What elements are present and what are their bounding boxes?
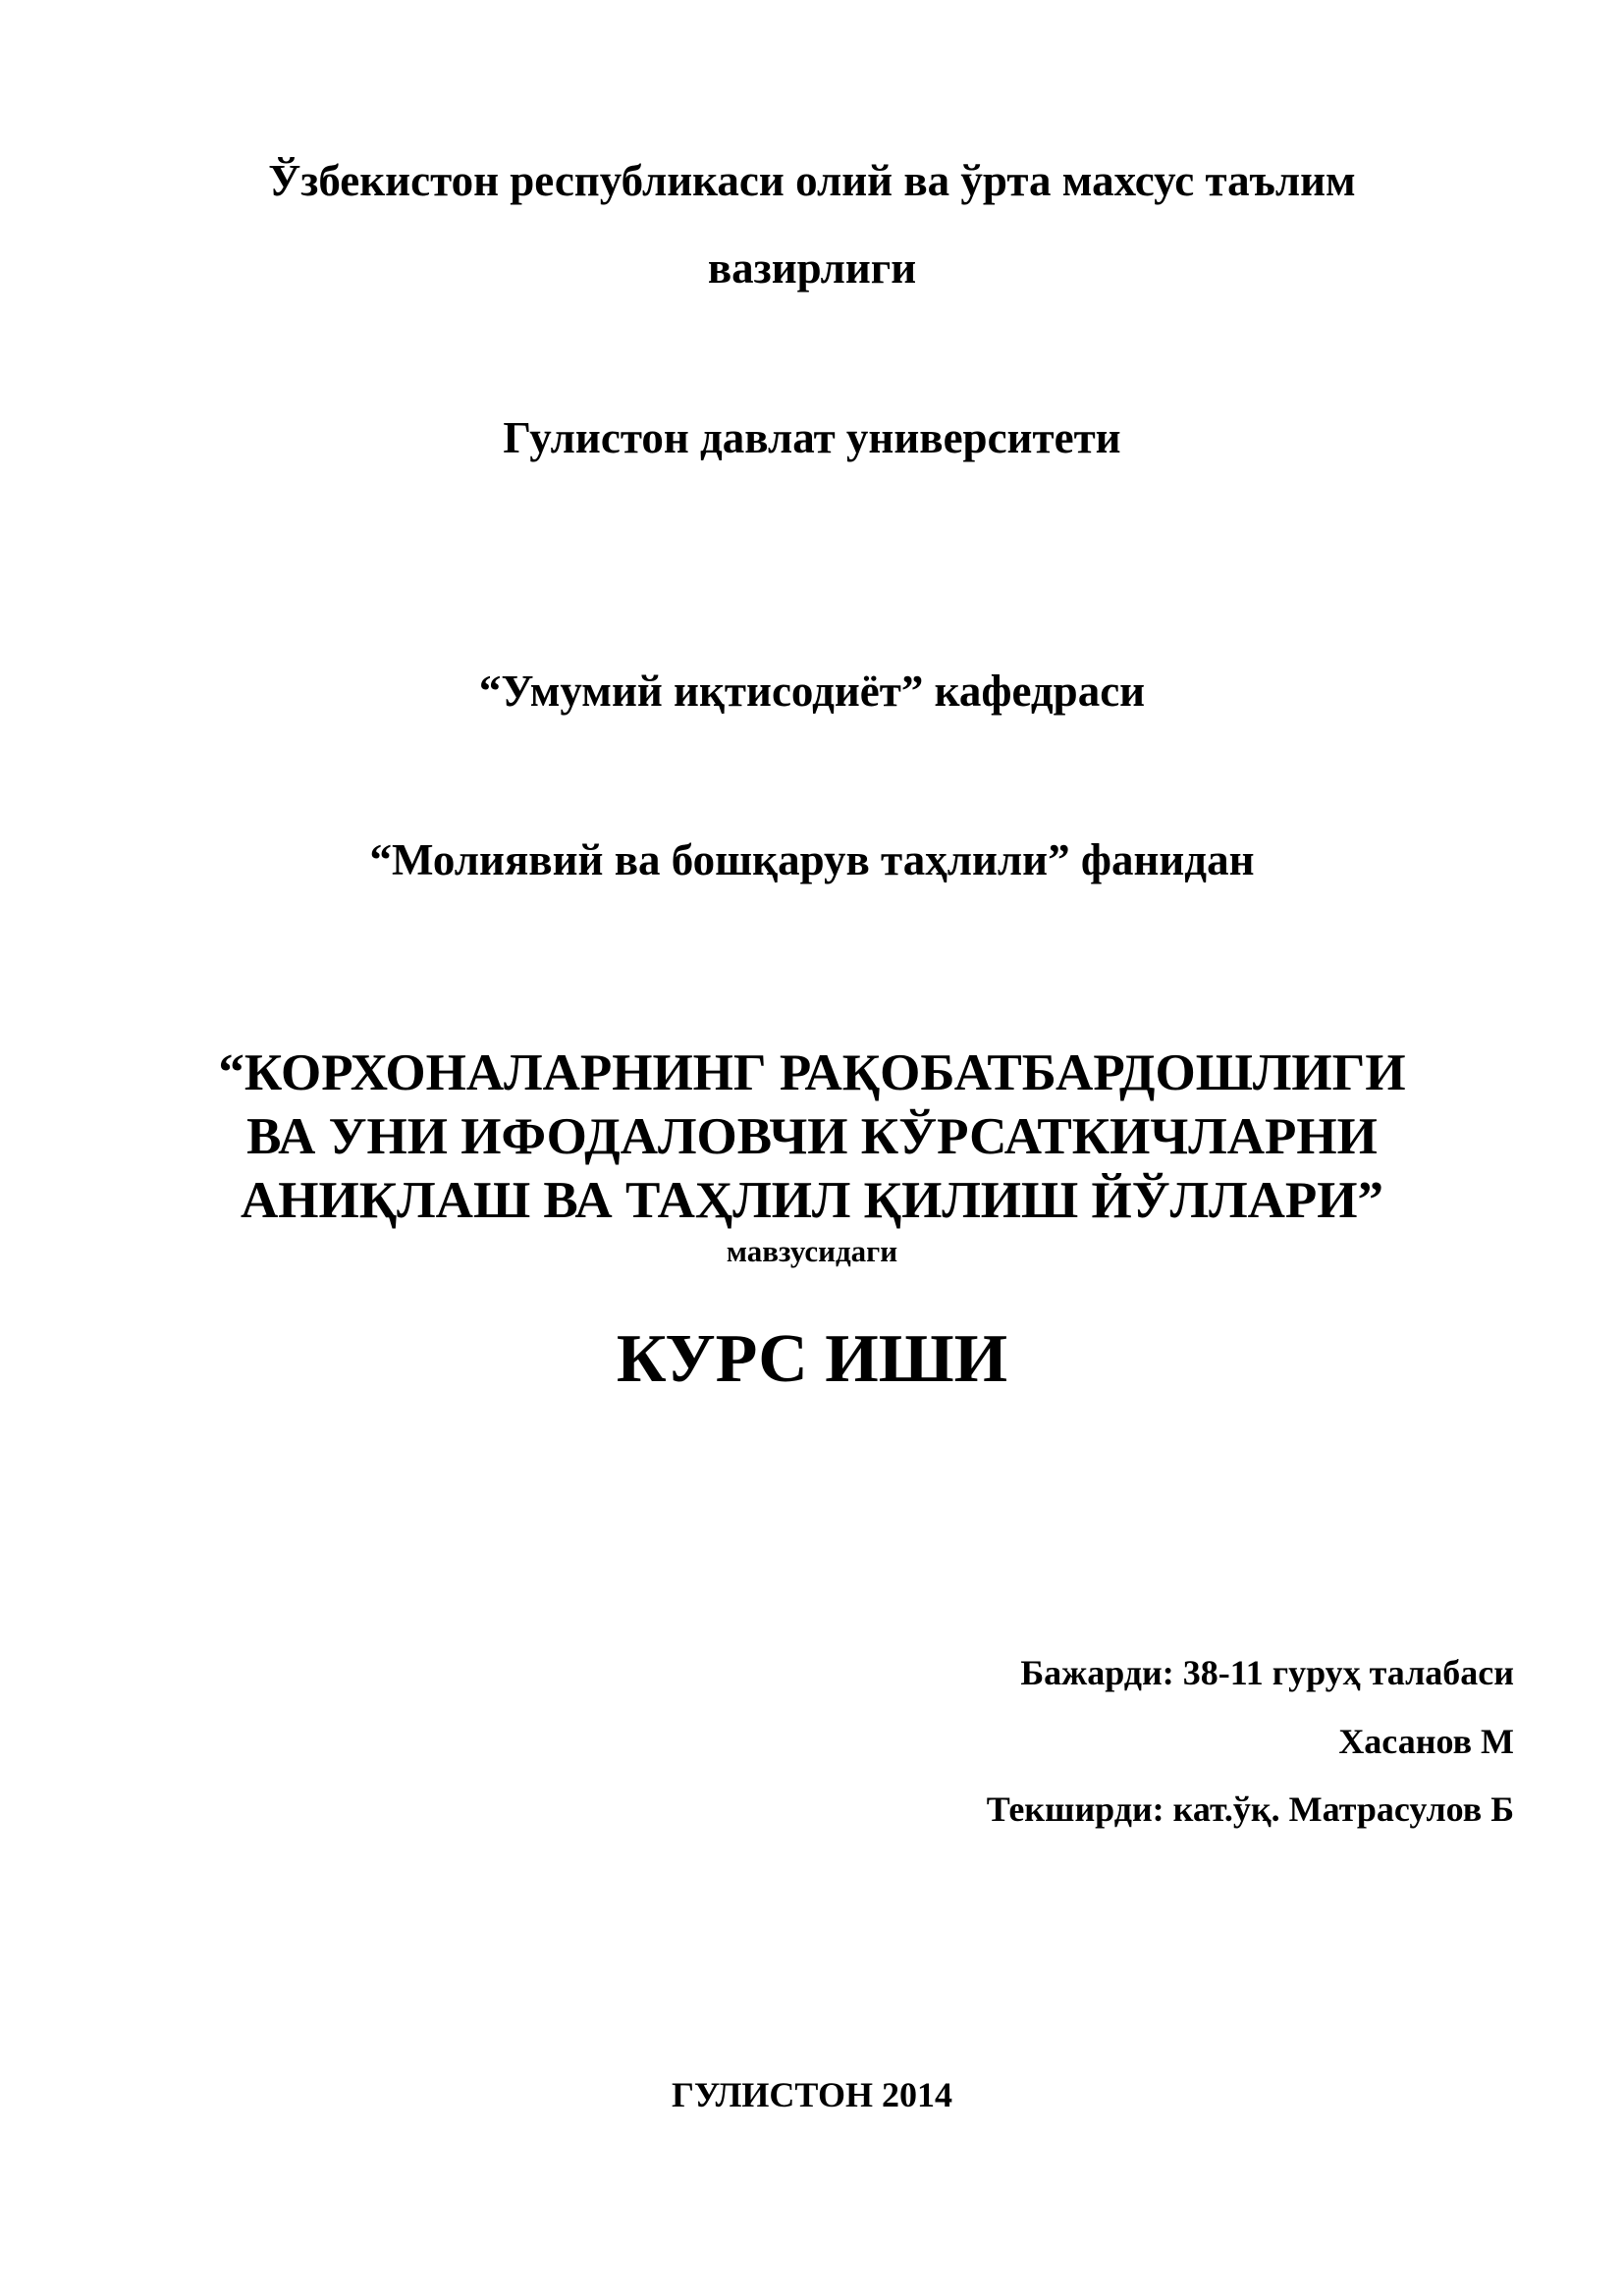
topic-line-1: “КОРХОНАЛАРНИНГ РАҚОБАТБАРДОШЛИГИ bbox=[218, 1044, 1406, 1101]
topic-line-2: ВА УНИ ИФОДАЛОВЧИ КЎРСАТКИЧЛАРНИ bbox=[246, 1108, 1378, 1165]
topic-line-3: АНИҚЛАШ ВА ТАҲЛИЛ ҚИЛИШ ЙЎЛЛАРИ” bbox=[241, 1172, 1383, 1229]
city-year: ГУЛИСТОН 2014 bbox=[672, 2075, 952, 2114]
topic-suffix: мавзусидаги bbox=[726, 1234, 898, 1268]
subject-name: “Молиявий ва бошқарув таҳлили” фанидан bbox=[369, 835, 1255, 884]
university-name: Гулистон давлат университети bbox=[503, 413, 1121, 462]
ministry-line-1: Ўзбекистон республикаси олий ва ўрта махсус таълим bbox=[268, 156, 1356, 205]
checked-by: Текширди: кат.ўқ. Матрасулов Б bbox=[986, 1789, 1514, 1829]
department-name: “Умумий иқтисодиёт” кафедраси bbox=[478, 667, 1146, 716]
ministry-line-2: вазирлиги bbox=[707, 243, 917, 293]
student-name: Хасанов М bbox=[1338, 1722, 1514, 1761]
performed-by: Бажарди: 38-11 гуруҳ талабаси bbox=[1020, 1653, 1514, 1692]
work-type: КУРС ИШИ bbox=[616, 1321, 1008, 1397]
